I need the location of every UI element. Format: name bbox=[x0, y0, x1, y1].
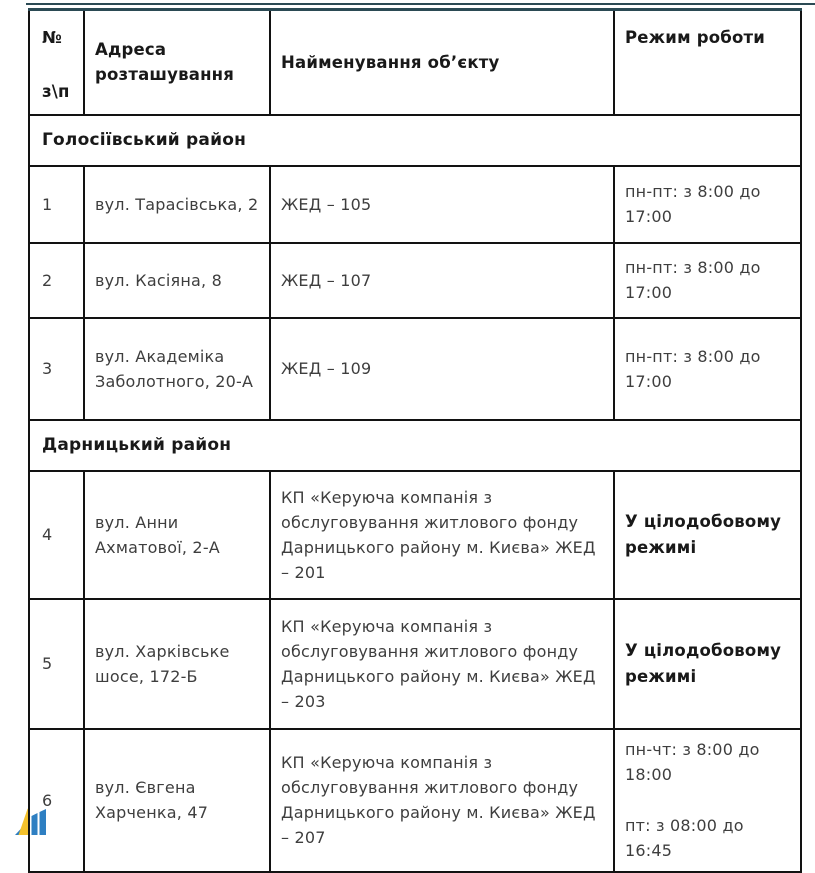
table-row bbox=[29, 166, 801, 243]
table-header-row bbox=[29, 10, 801, 115]
section-row-darnytskyi bbox=[29, 420, 801, 471]
section-title: Голосіївський район bbox=[29, 115, 801, 166]
top-rule-line bbox=[26, 3, 815, 5]
schedule-friday: пт: з 08:00 до 16:45 bbox=[625, 815, 744, 860]
cell-address: вул. Тарасівська, 2 bbox=[84, 166, 270, 243]
header-cell-schedule: Режим роботи bbox=[614, 10, 801, 115]
header-cell-num bbox=[29, 10, 84, 115]
cell-address: вул. Касіяна, 8 bbox=[84, 243, 270, 318]
table-row bbox=[29, 318, 801, 420]
cell-num: 5 bbox=[29, 599, 84, 729]
cell-name: КП «Керуюча компанія з обслуговування житлового фонду Дарницького району м. Києва» ЖЕД – 203 bbox=[270, 599, 614, 729]
cell-schedule: пн-пт: з 8:00 до 17:00 bbox=[614, 166, 801, 243]
header-num-line2: з\п bbox=[42, 82, 70, 101]
cell-name: КП «Керуюча компанія з обслуговування житлового фонду Дарницького району м. Києва» ЖЕД – 207 bbox=[270, 729, 614, 872]
cell-num: 6 bbox=[29, 729, 84, 872]
cell-num: 1 bbox=[29, 166, 84, 243]
section-row-holosiivskyi bbox=[29, 115, 801, 166]
cell-num: 3 bbox=[29, 318, 84, 420]
cell-num: 2 bbox=[29, 243, 84, 318]
table-row bbox=[29, 243, 801, 318]
cell-address: вул. Євгена Харченка, 47 bbox=[84, 729, 270, 872]
working-hours-table bbox=[28, 8, 802, 873]
table-row bbox=[29, 599, 801, 729]
cell-num: 4 bbox=[29, 471, 84, 599]
cell-address: вул. Академіка Заболотного, 20-А bbox=[84, 318, 270, 420]
cell-schedule: У цілодобовому режимі bbox=[614, 471, 801, 599]
cell-name: ЖЕД – 109 bbox=[270, 318, 614, 420]
cell-name: ЖЕД – 107 bbox=[270, 243, 614, 318]
cell-name: ЖЕД – 105 bbox=[270, 166, 614, 243]
table-row bbox=[29, 729, 801, 872]
schedule-weekdays: пн-чт: з 8:00 до 18:00 bbox=[625, 739, 760, 784]
header-cell-address: Адреса розташування bbox=[84, 10, 270, 115]
table-row bbox=[29, 471, 801, 599]
cell-address: вул. Анни Ахматової, 2-А bbox=[84, 471, 270, 599]
cell-schedule: пн-пт: з 8:00 до 17:00 bbox=[614, 243, 801, 318]
cell-address: вул. Харківське шосе, 172-Б bbox=[84, 599, 270, 729]
cell-name: КП «Керуюча компанія з обслуговування житлового фонду Дарницького району м. Києва» ЖЕД – 201 bbox=[270, 471, 614, 599]
header-num-line1: № bbox=[42, 28, 63, 47]
cell-schedule bbox=[614, 729, 801, 872]
section-title: Дарницький район bbox=[29, 420, 801, 471]
cell-schedule: У цілодобовому режимі bbox=[614, 599, 801, 729]
cell-schedule: пн-пт: з 8:00 до 17:00 bbox=[614, 318, 801, 420]
header-cell-name: Найменування об’єкту bbox=[270, 10, 614, 115]
